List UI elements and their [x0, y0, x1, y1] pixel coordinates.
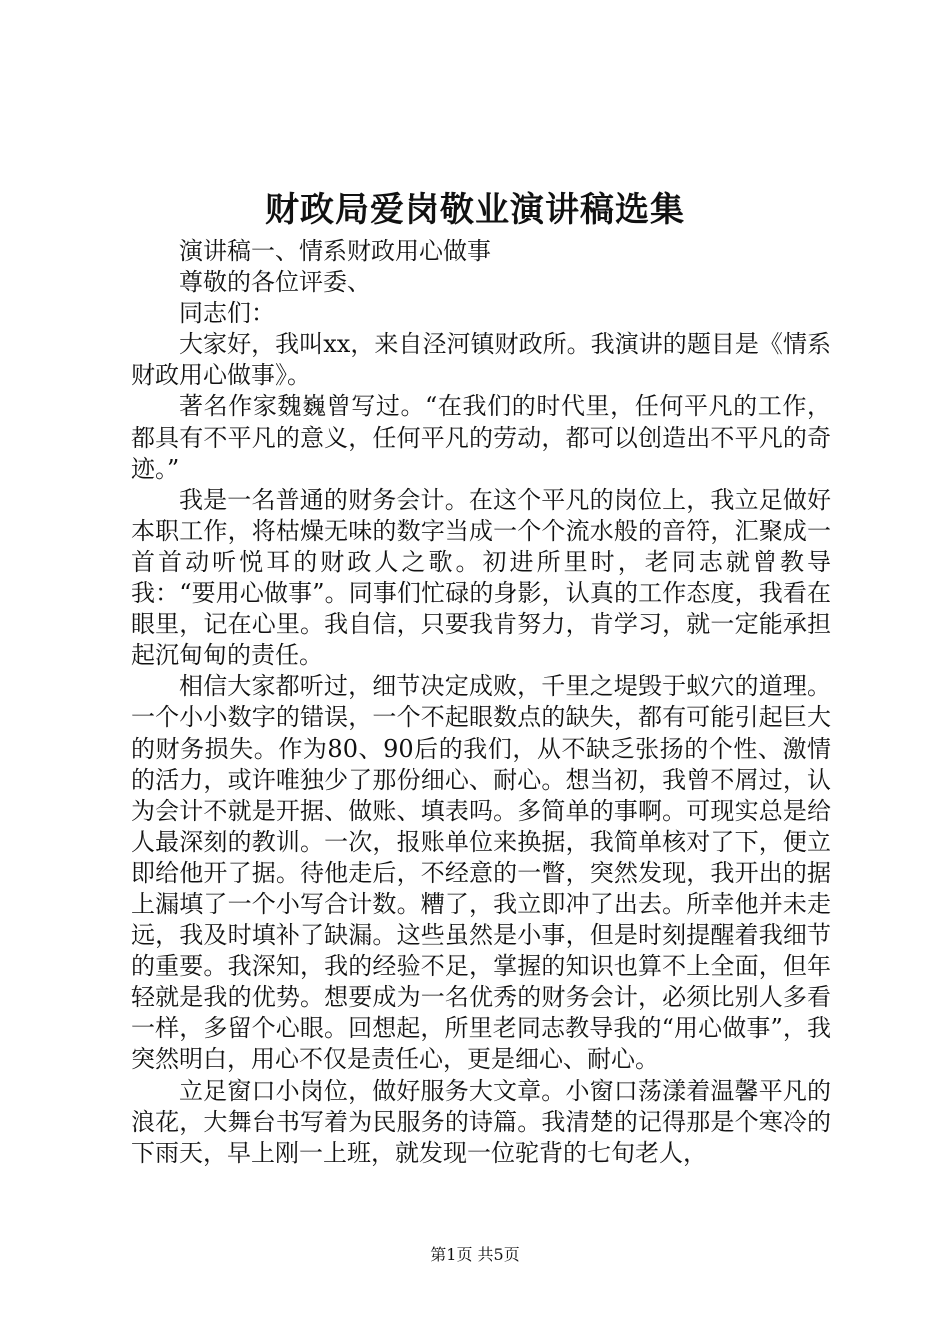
paragraph-salutation-comrades: 同志们： [179, 299, 275, 328]
paragraph-speech-heading: 演讲稿一、情系财政用心做事 [179, 237, 491, 265]
paragraph-salutation-judges: 尊敬的各位评委、 [179, 268, 371, 297]
paragraph-ordinary-accountant: 我是一名普通的财务会计。在这个平凡的岗位上，我立足做好本职工作，将枯燥无味的数字当成一个个流水般的音符，汇聚成一首首动听悦耳的财政人之歌。初进所里时，老同志就曾教导我：“要用心做事”。同事们忙碌的身影，认真的工作态度，我看在眼里，记在心里。我自信，只要我肯努力，肯学习，就一定能承担起沉甸甸的责任。 [131, 485, 831, 670]
paragraph-quote: 著名作家魏巍曾写过。“在我们的时代里，任何平凡的工作，都具有不平凡的意义，任何平凡的劳动，都可以创造出不平凡的奇迹。” [131, 392, 831, 483]
document-body [131, 236, 831, 1169]
document-title: 财政局爱岗敬业演讲稿选集 [265, 190, 685, 230]
paragraph-details-matter: 相信大家都听过，细节决定成败，千里之堤毁于蚁穴的道理。一个小小数字的错误，一个不起眼数点的缺失，都有可能引起巨大的财务损失。作为80、90后的我们，从不缺乏张扬的个性、激情的活力，或许唯独少了那份细心、耐心。想当初，我曾不屑过，认为会计不就是开据、做账、填表吗。多简单的事啊。可现实总是给人最深刻的教训。一次，报账单位来换据，我简单核对了下，便立即给他开了据。待他走后，不经意的一瞥，突然发现，我开出的据上漏填了一个小写合计数。糟了，我立即冲了出去。所幸他并未走远，我及时填补了缺漏。这些虽然是小事，但是时刻提醒着我细节的重要。我深知，我的经验不足，掌握的知识也算不上全面，但年轻就是我的优势。想要成为一名优秀的财务会计，必须比别人多看一样，多留个心眼。回想起，所里老同志教导我的“用心做事”，我突然明白，用心不仅是责任心，更是细心、耐心。 [131, 672, 831, 1074]
paragraph-service-window: 立足窗口小岗位，做好服务大文章。小窗口荡漾着温馨平凡的浪花，大舞台书写着为民服务的诗篇。我清楚的记得那是个寒冷的下雨天，早上刚一上班，就发现一位驼背的七旬老人， [131, 1076, 831, 1167]
paragraph-introduction: 大家好，我叫xx，来自泾河镇财政所。我演讲的题目是《情系财政用心做事》。 [131, 330, 831, 390]
page-number-footer: 第1页 共5页 [430, 1245, 520, 1264]
